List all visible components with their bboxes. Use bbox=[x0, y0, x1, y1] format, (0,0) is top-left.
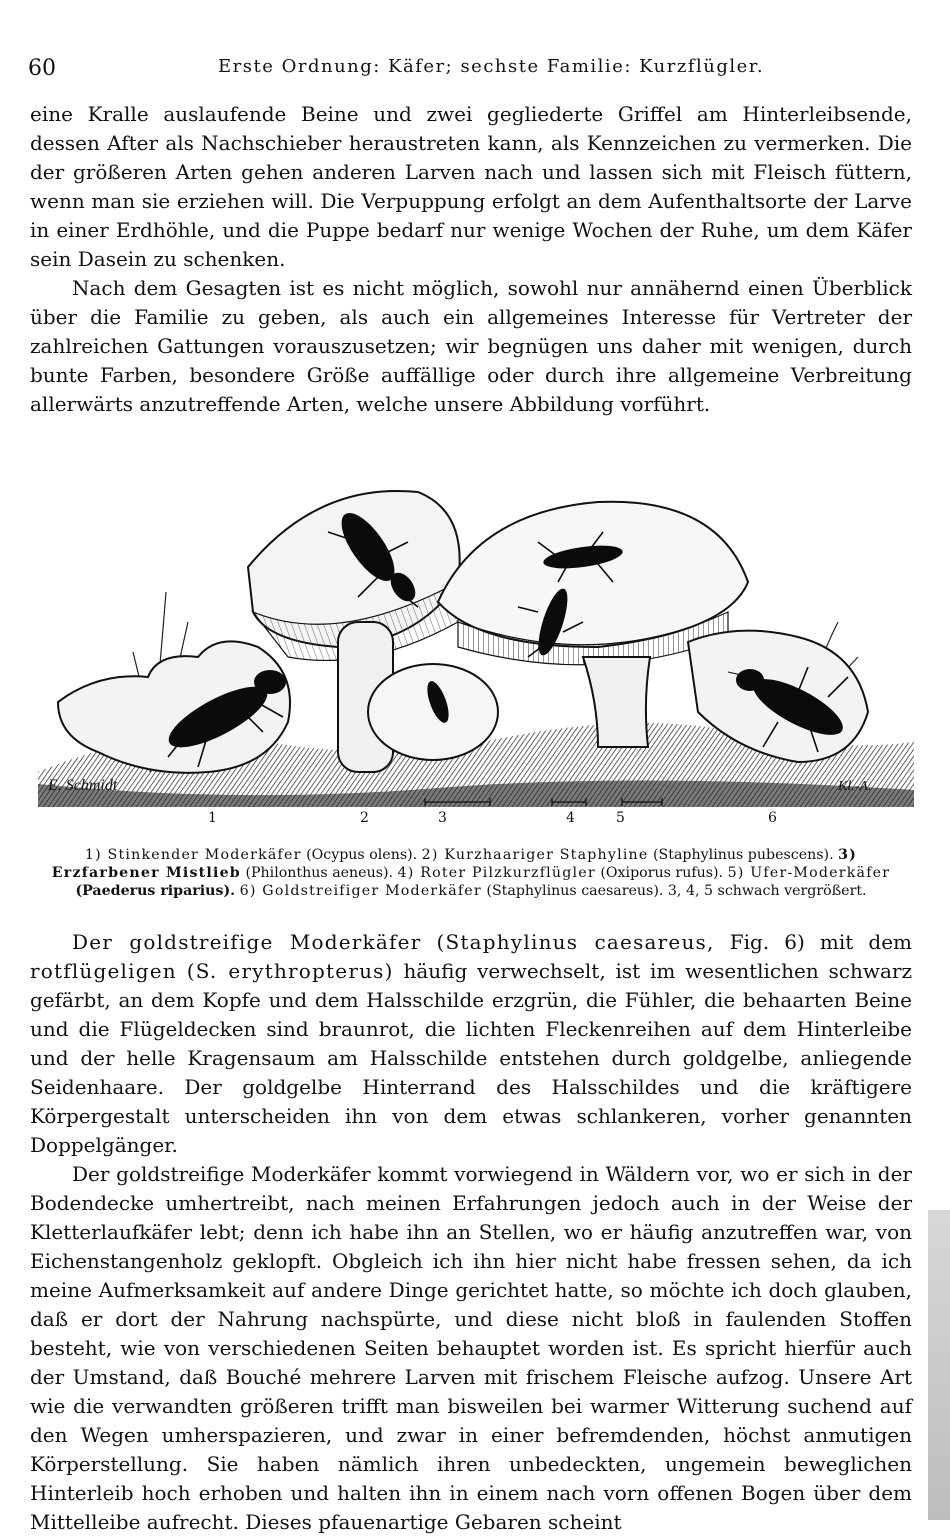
caption-item: 6) Goldstreifiger Moderkäfer bbox=[239, 883, 482, 899]
paragraph: Der goldstreifige Moderkäfer kommt vorwiegend in Wäldern vor, wo er sich in der Bodendecke umhertreibt, nach meinen Erfahrungen jedoch auch in der Weise der Kletterlaufkäfer lebt; denn ich habe ihn an Stellen, wo er häufig anzutreffen war, von Eichenstangenholz geklopft. Obgleich ich ihn hier nicht habe fressen sehen, da ich meine Aufmerksamkeit auf andere Dinge gerichtet hatte, so möchte ich doch glauben, daß er dort der Nahrung nachspürte, und diese nicht bloß in faulenden Stoffen besteht, wie von verschiedenen Seiten behauptet worden ist. Es spricht hierfür auch der Umstand, daß Bouché mehrere Larven mit frischem Fleische aufzog. Unsere Art wie die verwandten größeren trifft man bisweilen bei warmer Witterung suchend auf den Wegen umherspazieren, und zwar in einer befremdenden, höchst anmutigen Körperstellung. Sie haben nämlich ihren unbedeckten, ungemein beweglichen Hinterleib hoch erhoben und halten ihn in einem nach vorn offenen Bogen über dem Mittelleibe aufrecht. Dieses pfauenartige Gebaren scheint bbox=[30, 1162, 912, 1534]
figure-number: 1 bbox=[208, 810, 217, 826]
figure-number: 6 bbox=[768, 810, 777, 826]
figure-caption bbox=[30, 846, 912, 900]
species-name: Der goldstreifige Moderkäfer bbox=[72, 930, 422, 954]
caption-item: 4) Roter Pilzkurzflügler bbox=[397, 865, 596, 881]
page-edge-shadow bbox=[928, 1210, 950, 1520]
paragraph-text: häufig verwechselt, ist im wesentlichen schwarz gefärbt, an dem Kopfe und dem Halsschilde erzgrün, die Fühler, die behaarten Beine und die Flügeldecken sind braunrot, die lichten Fleckenreihen auf dem Hinterleibe und der helle Kragensaum am Halsschilde entstehen durch goldgelbe, anliegende Seidenhaare. Der goldgelbe Hinterrand des Halsschildes und die kräftigere Körpergestalt unterscheiden ihn von dem etwas schlankeren, vorher genannten Doppelgänger. bbox=[30, 959, 913, 1157]
figure-number: 2 bbox=[360, 810, 369, 826]
figure-reference: Fig. 6) mit dem bbox=[729, 930, 912, 954]
engraver-signature: Kl.-A. bbox=[838, 779, 872, 794]
body-text-bottom bbox=[30, 928, 912, 1537]
species-name: rotflügeligen bbox=[30, 959, 177, 983]
page-header bbox=[28, 52, 928, 82]
body-text-top bbox=[30, 100, 912, 419]
engraving-picture bbox=[38, 472, 914, 807]
artist-signature: E. Schmidt bbox=[48, 777, 118, 794]
paragraph: Nach dem Gesagten ist es nicht möglich, sowohl nur annähernd einen Überblick über die Familie zu geben, als auch ein allgemeines Interesse für Vertreter der zahlreichen Gattungen vorauszusetzen; wir begnügen uns daher mit wenigen, durch bunte Farben, besondere Größe auffällige oder durch ihre allgemeine Verbreitung allerwärts anzutreffende Arten, welche unsere Abbildung vorführt. bbox=[30, 276, 912, 416]
paragraph bbox=[30, 928, 912, 1160]
caption-item: 2) Kurzhaariger Staphyline bbox=[421, 847, 649, 863]
caption-latin: (Paederus riparius). bbox=[75, 883, 236, 899]
caption-note: 3, 4, 5 schwach vergrößert. bbox=[667, 883, 867, 899]
paragraph: eine Kralle auslaufende Beine und zwei gegliederte Griffel am Hinterleibsende, dessen After als Nachschieber heraustreten kann, als Kennzeichen zu vermerken. Die der größeren Arten gehen anderen Larven nach und lassen sich mit Fleisch füttern, wenn man sie erziehen will. Die Verpuppung erfolgt an dem Aufenthaltsorte der Larve in einer Erdhöhle, und die Puppe bedarf nur wenige Wochen der Ruhe, um dem Käfer sein Dasein zu schenken. bbox=[30, 102, 912, 271]
caption-item: 3) Erzfarbener Mistlieb bbox=[51, 847, 858, 881]
caption-latin: (Ocypus olens). bbox=[306, 847, 418, 863]
latin-name: (S. erythropterus) bbox=[186, 959, 394, 983]
figure-number: 5 bbox=[616, 810, 625, 826]
caption-item: 5) Ufer-Moderkäfer bbox=[727, 865, 891, 881]
figure-number: 3 bbox=[438, 810, 447, 826]
running-head: Erste Ordnung: Käfer; sechste Familie: Kurzflügler. bbox=[218, 56, 765, 77]
figure-number: 4 bbox=[566, 810, 575, 826]
figure-number-row bbox=[30, 810, 912, 834]
caption-latin: (Oxiporus rufus). bbox=[600, 865, 724, 881]
latin-name: (Staphylinus caesareus, bbox=[436, 930, 715, 954]
page-number: 60 bbox=[28, 56, 56, 81]
scale-bars bbox=[30, 796, 912, 808]
caption-latin: (Staphylinus pubescens). bbox=[653, 847, 834, 863]
caption-latin: (Staphylinus caesareus). bbox=[486, 883, 664, 899]
caption-item: 1) Stinkender Moderkäfer bbox=[84, 847, 302, 863]
beetle-illustration bbox=[38, 472, 914, 807]
caption-latin: (Philonthus aeneus). bbox=[245, 865, 394, 881]
